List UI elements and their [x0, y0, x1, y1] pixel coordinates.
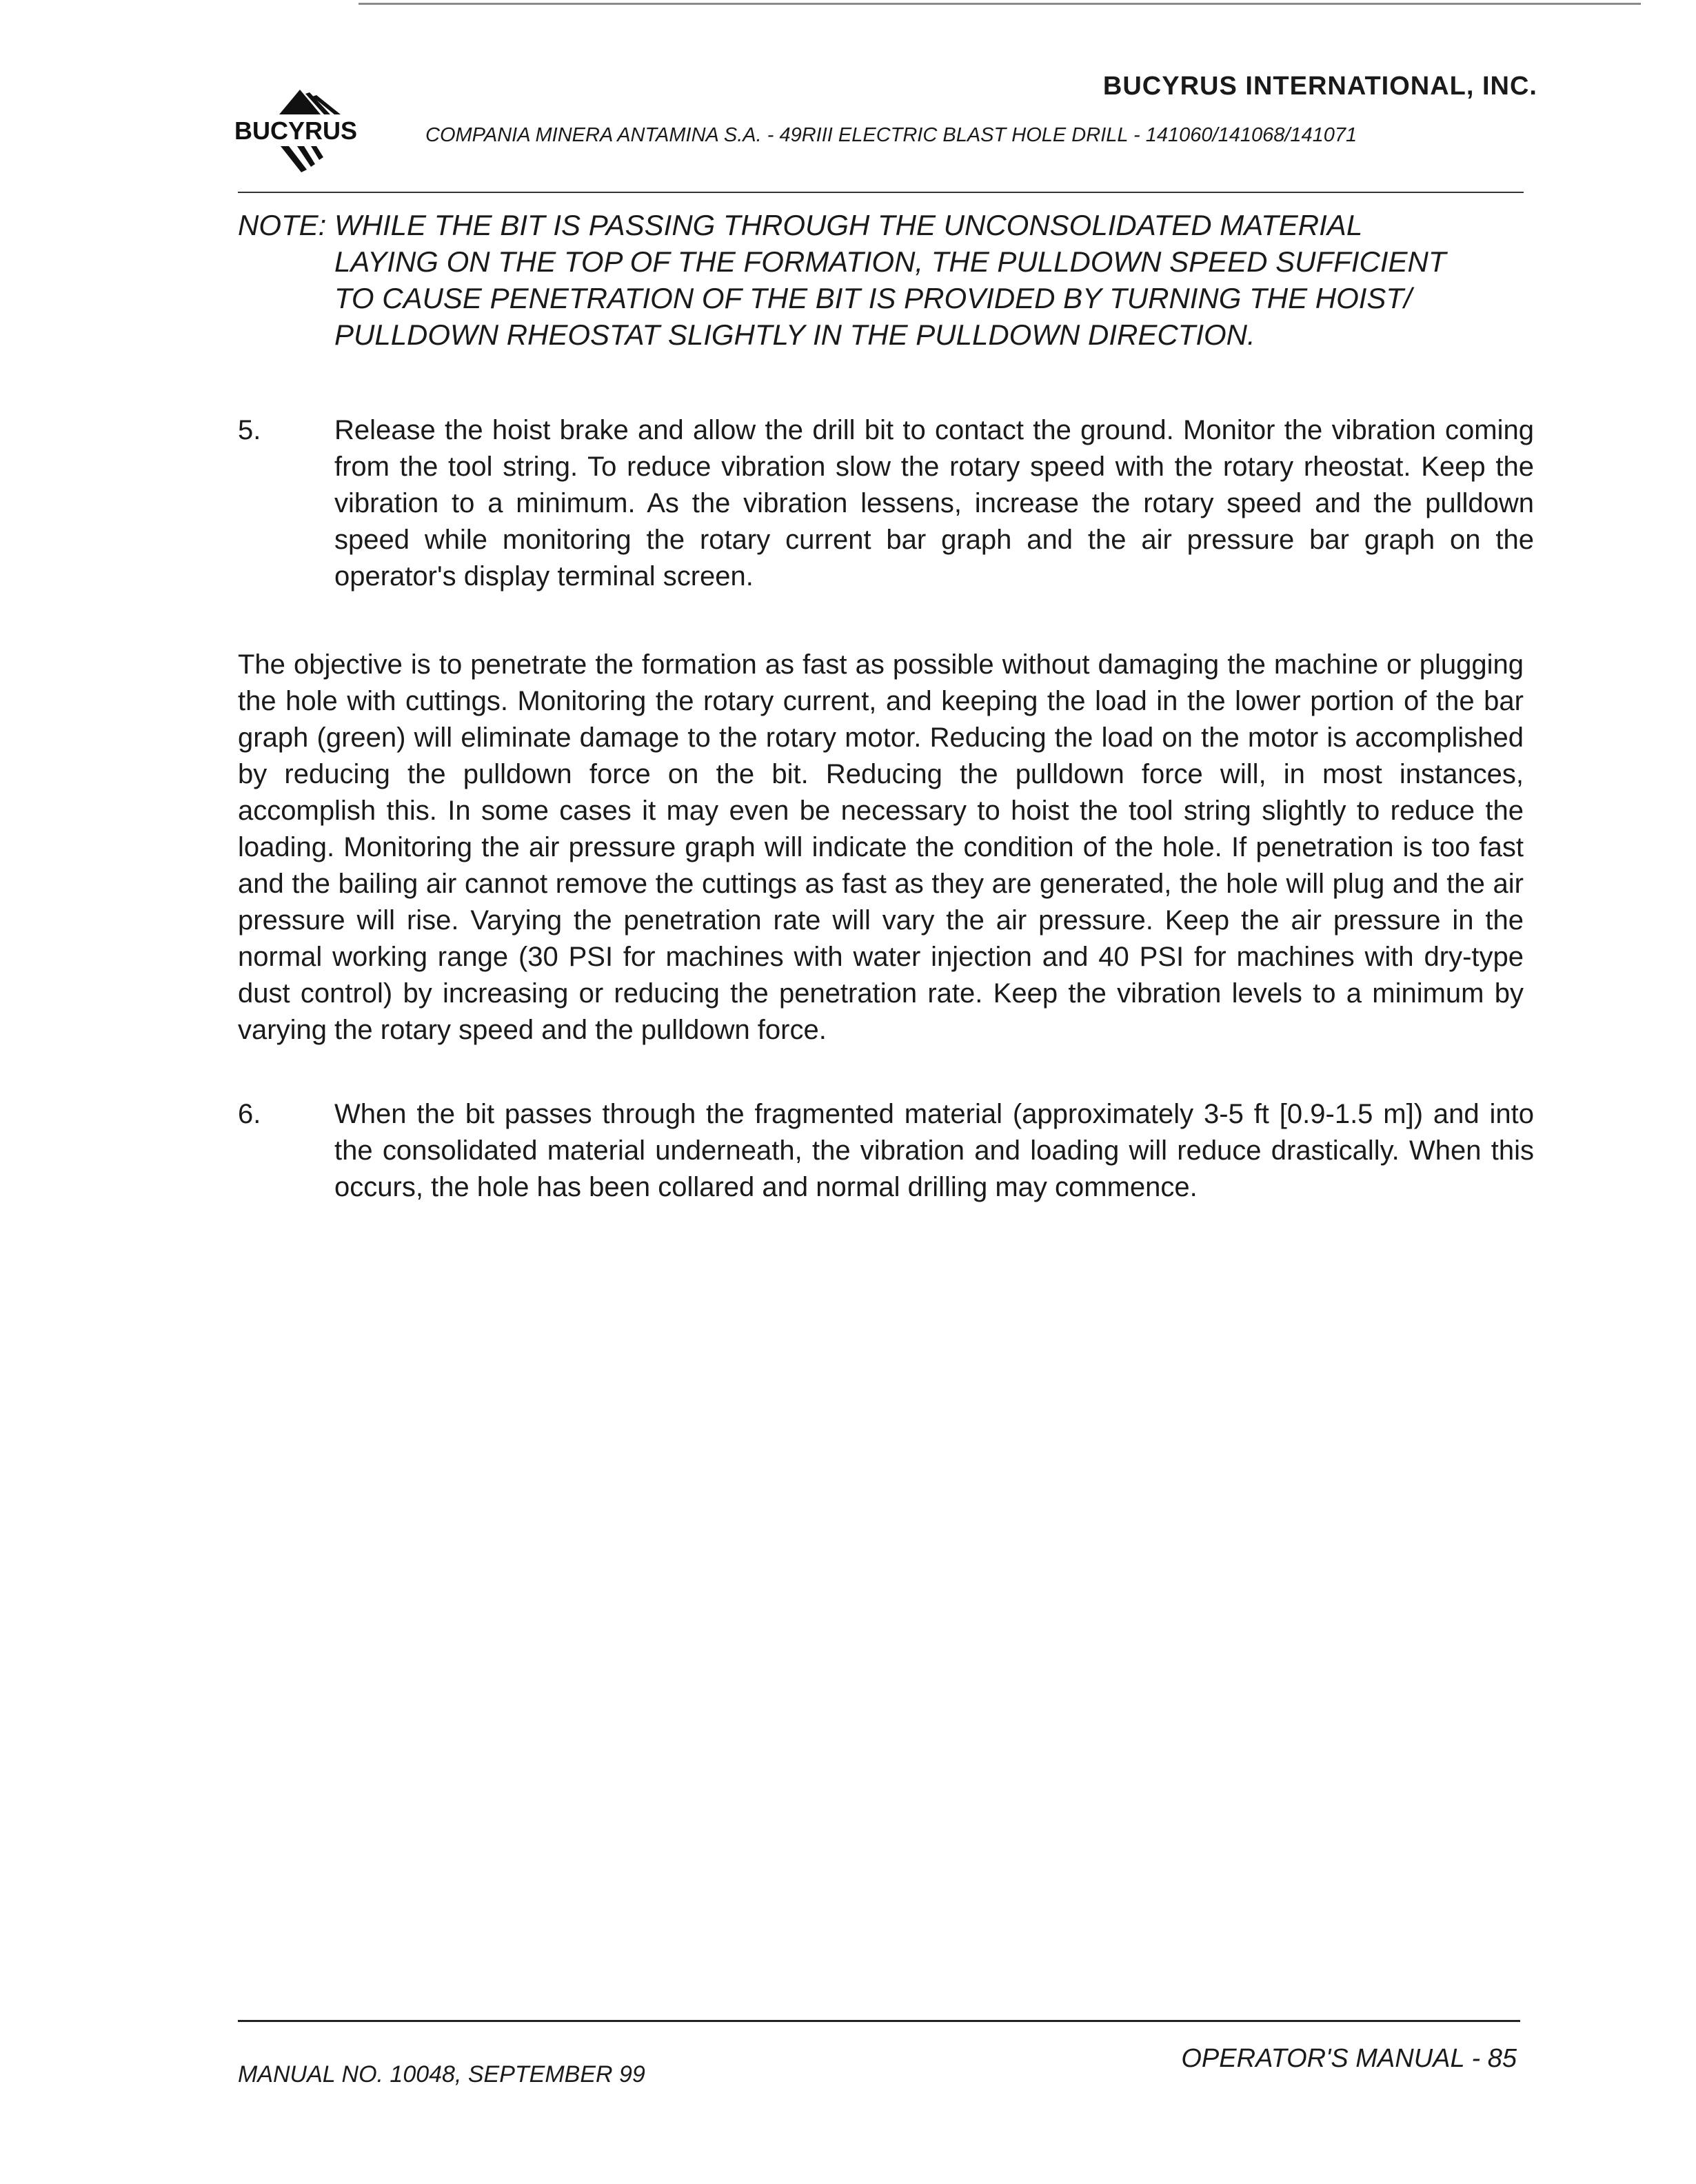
manual-number: MANUAL NO. 10048, SEPTEMBER 99 — [238, 2061, 645, 2087]
note-line-3: TO CAUSE PENETRATION OF THE BIT IS PROVIDED BY TURNING THE HOIST/ — [334, 282, 1412, 314]
footer-rule — [238, 2020, 1520, 2022]
step-number: 5. — [238, 415, 261, 445]
note-block — [238, 207, 1527, 353]
note-line-1: WHILE THE BIT IS PASSING THROUGH THE UNCONSOLIDATED MATERIAL — [334, 209, 1363, 241]
note-line-4: PULLDOWN RHEOSTAT SLIGHTLY IN THE PULLDOWN DIRECTION. — [334, 318, 1255, 351]
step-number: 6. — [238, 1099, 261, 1129]
page-number: OPERATOR'S MANUAL - 85 — [1181, 2044, 1517, 2073]
step-5 — [238, 412, 1534, 595]
note-label: NOTE: — [238, 209, 327, 241]
step-text: Release the hoist brake and allow the drill bit to contact the ground. Monitor the vibration coming from the tool string. To reduce vibration slow the rotary speed with the rotary rheostat. Keep the vibration to a minimum. As the vibration lessens, increase the rotary speed and the pulldown speed while monitoring the rotary current bar graph and the air pressure bar graph on the operator's display terminal screen. — [334, 415, 1534, 592]
document-subtitle: COMPANIA MINERA ANTAMINA S.A. - 49RIII ELECTRIC BLAST HOLE DRILL - 141060/141068/141071 — [425, 124, 1357, 146]
body-paragraph: The objective is to penetrate the formation as fast as possible without damaging the machine or plugging the hole with cuttings. Monitoring the rotary current, and keeping the load in the lower portion of the bar graph (green) will eliminate damage to the rotary motor. Reducing the load on the motor is accomplished by reducing the pulldown force on the bit. Reducing the pulldown force will, in most instances, accomplish this. In some cases it may even be necessary to hoist the tool string slightly to reduce the loading. Monitoring the air pressure graph will indicate the condition of the hole. If penetration is too fast and the bailing air cannot remove the cuttings as fast as they are generated, the hole will plug and the air pressure will rise. Varying the penetration rate will vary the air pressure. Keep the air pressure in the normal working range (30 PSI for machines with water injection and 40 PSI for machines with dry-type dust control) by increasing or reducing the penetration rate. Keep the vibration levels to a minimum by varying the rotary speed and the pulldown force. — [238, 649, 1524, 1045]
bucyrus-logo — [231, 83, 390, 179]
step-6 — [238, 1096, 1534, 1206]
top-rule — [359, 3, 1641, 5]
logo-wordmark: BUCYRUS — [234, 117, 358, 145]
step-text: When the bit passes through the fragmented material (approximately 3-5 ft [0.9-1.5 m]) and into the consolidated material underneath, the vibration and loading will reduce drastically. When this occurs, the hole has been collared and normal drilling may commence. — [334, 1099, 1534, 1202]
header-rule — [238, 192, 1524, 193]
note-line-2: LAYING ON THE TOP OF THE FORMATION, THE PULLDOWN SPEED SUFFICIENT — [334, 245, 1446, 278]
company-name: BUCYRUS INTERNATIONAL, INC. — [1102, 72, 1537, 101]
